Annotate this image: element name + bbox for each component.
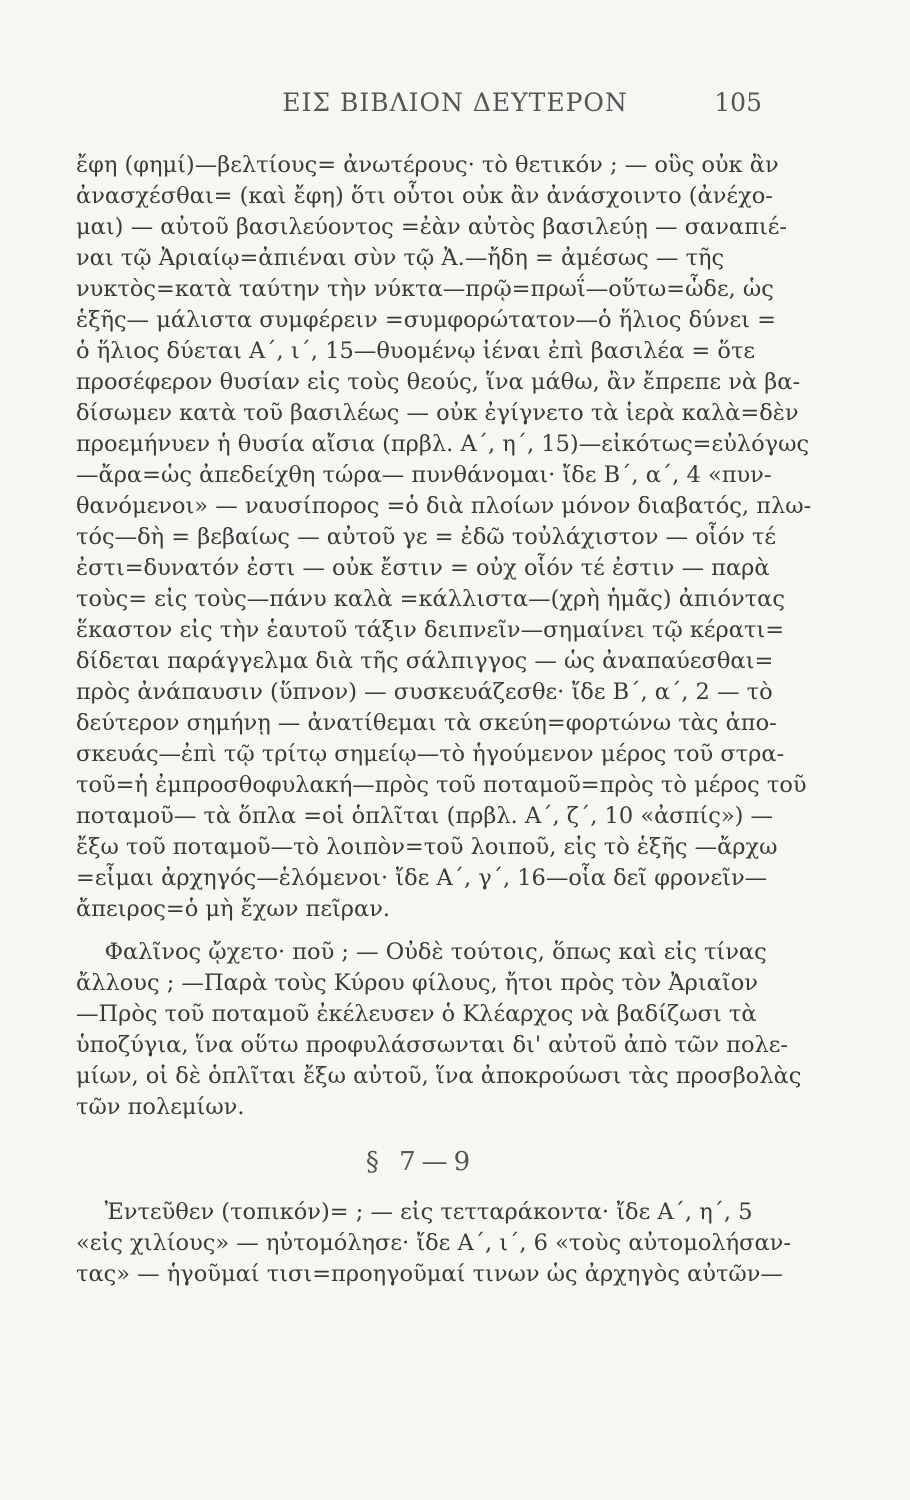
text-line: μαι) — αὐτοῦ βασιλεύοντος =ἐὰν αὐτὸς βασιλεύῃ — σαναπιέ- bbox=[76, 214, 787, 240]
text-line: ἄπειρος=ὁ μὴ ἔχων πεῖραν. bbox=[76, 896, 391, 922]
text-line: ἀνασχέσθαι= (καὶ ἔφη) ὅτι οὗτοι οὐκ ἂν ἀνάσχοιντο (ἀνέχο- bbox=[76, 183, 773, 209]
text-line: —ἄρα=ὡς ἀπεδείχθη τώρα— πυνθάνομαι· ἴδε Β΄, α΄, 4 «πυν- bbox=[76, 462, 772, 488]
text-line: ἕκαστον εἰς τὴν ἑαυτοῦ τάξιν δειπνεῖν—σημαίνει τῷ κέρατι= bbox=[76, 617, 785, 643]
text-line: =εἶμαι ἀρχηγός—ἑλόμενοι· ἴδε Α΄, γ΄, 16—οἷα δεῖ φρονεῖν— bbox=[76, 865, 768, 891]
text-line: μίων, οἱ δὲ ὁπλῖται ἔξω αὐτοῦ, ἵνα ἀποκρούωσι τὰς προσβολὰς bbox=[76, 1063, 802, 1089]
paragraph-group bbox=[76, 150, 812, 1123]
paragraph-gap bbox=[76, 925, 766, 937]
text-line: ὁ ἥλιος δύεται Α΄, ι΄, 15—θυομένῳ ἰέναι ἐπὶ βασιλέα = ὅτε bbox=[76, 338, 756, 364]
text-line: Φαλῖνος ᾤχετο· ποῦ ; — Οὐδὲ τούτοις, ὅπως καὶ εἰς τίνας bbox=[76, 939, 767, 965]
text-line: δίσωμεν κατὰ τοῦ βασιλέως — οὐκ ἐγίγνετο τὰ ἱερὰ καλὰ=δὲν bbox=[76, 400, 799, 426]
text-line: —Πρὸς τοῦ ποταμοῦ ἐκέλευσεν ὁ Κλέαρχος νὰ βαδίζωσι τὰ bbox=[76, 1001, 757, 1027]
page-body bbox=[76, 150, 812, 1290]
text-line: σκευάς—ἐπὶ τῷ τρίτῳ σημείῳ—τὸ ἡγούμενον μέρος τοῦ στρα- bbox=[76, 741, 785, 767]
text-line: ὑποζύγια, ἵνα οὕτω προφυλάσσωνται δι' αὐτοῦ ἀπὸ τῶν πολε- bbox=[76, 1032, 789, 1058]
text-line: δεύτερον σημήνῃ — ἀνατίθεμαι τὰ σκεύη=φορτώνω τὰς ἀπο- bbox=[76, 710, 777, 736]
text-line: θανόμενοι» — ναυσίπορος =ὁ διὰ πλοίων μόνον διαβατός, πλω- bbox=[76, 493, 812, 519]
text-line: «εἰς χιλίους» — ηὐτομόλησε· ἴδε Α΄, ι΄, 6 «τοὺς αὐτομολήσαν- bbox=[76, 1230, 791, 1256]
page-header bbox=[0, 88, 910, 128]
page-number: 105 bbox=[714, 88, 762, 117]
text-line: προεμήνυεν ἡ θυσία αἴσια (πρβλ. Α΄, η΄, 15)—εἰκότως=εὐλόγως bbox=[76, 431, 810, 457]
section-heading: § 7—9 bbox=[365, 1147, 477, 1177]
text-line: Ἐντεῦθεν (τοπικόν)= ; — εἰς τετταράκοντα· ἴδε Α΄, η΄, 5 bbox=[76, 1199, 753, 1225]
text-line: ἑξῆς— μάλιστα συμφέρειν =συμφορώτατον—ὁ ἥλιος δύνει = bbox=[76, 307, 777, 333]
text-line: προσέφερον θυσίαν εἰς τοὺς θεούς, ἵνα μάθω, ἂν ἔπρεπε νὰ βα- bbox=[76, 369, 801, 395]
text-line: ἄλλους ; —Παρὰ τοὺς Κύρου φίλους, ἤτοι πρὸς τὸν Ἀριαῖον bbox=[76, 970, 758, 996]
text-line: πρὸς ἀνάπαυσιν (ὕπνον) — συσκευάζεσθε· ἴδε Β΄, α΄, 2 — τὸ bbox=[76, 679, 773, 705]
text-line: τας» — ἡγοῦμαί τισι=προηγοῦμαί τινων ὡς ἀρχηγὸς αὐτῶν— bbox=[76, 1261, 783, 1287]
paragraph-group bbox=[76, 1197, 791, 1290]
paragraph bbox=[76, 1197, 791, 1290]
text-line: ἔφη (φημί)—βελτίους= ἀνωτέρους· τὸ θετικόν ; — οὓς οὐκ ἂν bbox=[76, 152, 779, 178]
text-line: τῶν πολεμίων. bbox=[76, 1094, 245, 1120]
running-title: ΕΙΣ ΒΙΒΛΙΟΝ ΔΕΥΤΕΡΟΝ bbox=[282, 88, 628, 117]
text-line: ναι τῷ Ἀριαίῳ=ἀπιέναι σὺν τῷ Ἀ.—ἤδη = ἀμέσως — τῆς bbox=[76, 245, 725, 271]
paragraph bbox=[76, 937, 802, 1123]
text-line: ποταμοῦ— τὰ ὅπλα =οἱ ὁπλῖται (πρβλ. Α΄, ζ΄, 10 «ἀσπίς») — bbox=[76, 803, 774, 829]
text-line: ἔξω τοῦ ποταμοῦ—τὸ λοιπὸν=τοῦ λοιποῦ, εἰς τὸ ἑξῆς —ἄρχω bbox=[76, 834, 778, 860]
text-line: τοὺς= εἰς τοὺς—πάνυ καλὰ =κάλλιστα—(χρὴ ἡμᾶς) ἀπιόντας bbox=[76, 586, 785, 612]
text-line: ἐστι=δυνατόν ἐστι — οὐκ ἔστιν = οὐχ οἷόν τέ ἐστιν — παρὰ bbox=[76, 555, 770, 581]
text-line: νυκτὸς=κατὰ ταύτην τὴν νύκτα—πρῷ=πρωΐ—οὕτω=ὧδε, ὡς bbox=[76, 276, 774, 302]
text-line: τός—δὴ = βεβαίως — αὐτοῦ γε = ἐδῶ τοὐλάχιστον — οἷόν τέ bbox=[76, 524, 777, 550]
paragraph bbox=[76, 150, 812, 925]
text-line: τοῦ=ἡ ἐμπροσθοφυλακή—πρὸς τοῦ ποταμοῦ=πρὸς τὸ μέρος τοῦ bbox=[76, 772, 807, 798]
text-line: δίδεται παράγγελμα διὰ τῆς σάλπιγγος — ὡς ἀναπαύεσθαι= bbox=[76, 648, 774, 674]
